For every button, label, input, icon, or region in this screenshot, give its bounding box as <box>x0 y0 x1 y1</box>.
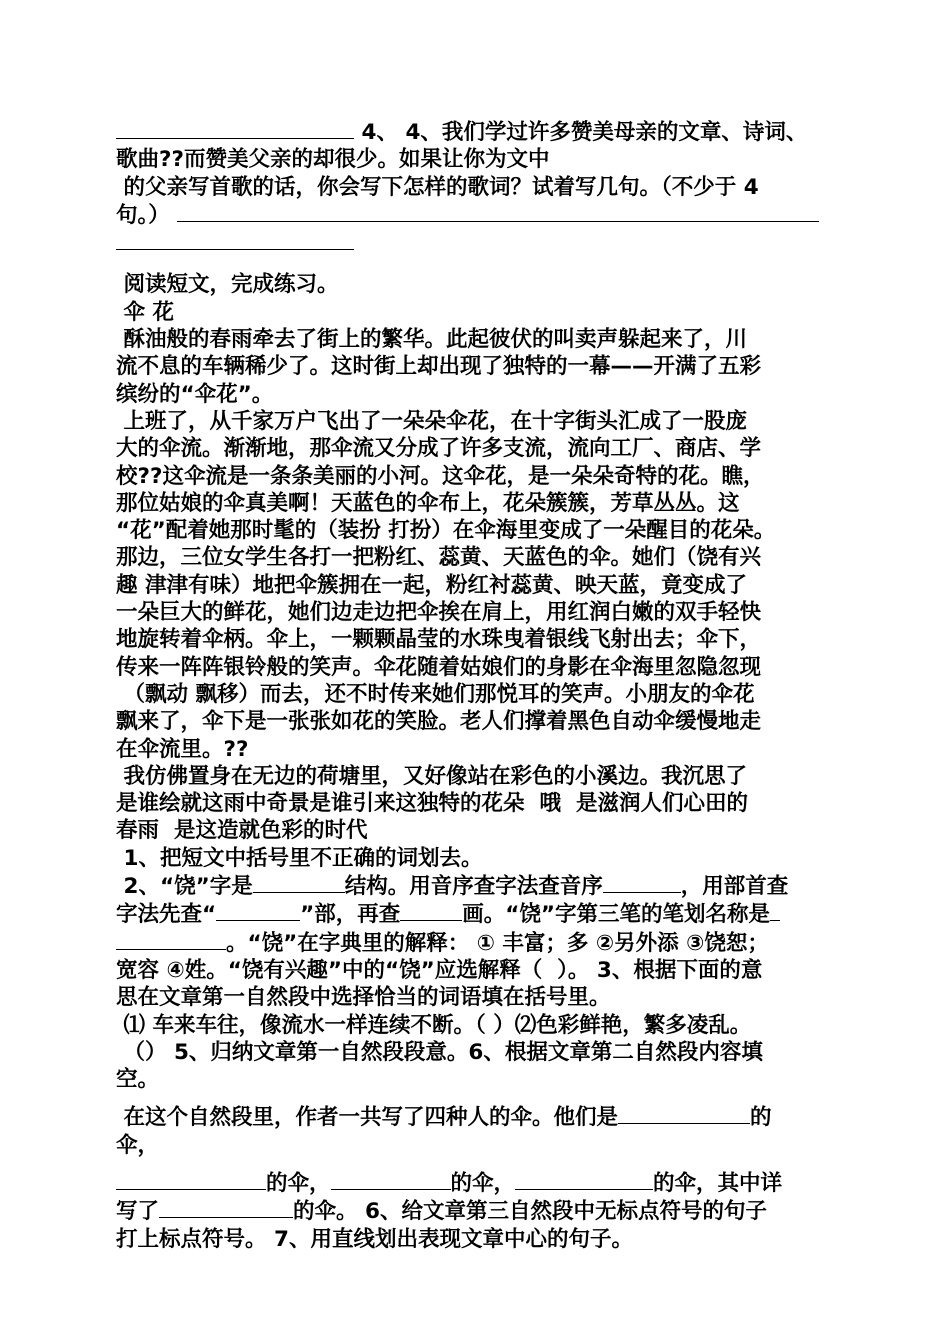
question-line: 字法先查“ ”部，再查 画。“饶”字第三笔的笔划名称是 <box>116 900 842 928</box>
question-line: 伞， <box>116 1132 160 1158</box>
question-line: ⑴ 车来车往，像流水一样连续不断。（ ）⑵色彩鲜艳，繁多凌乱。 <box>116 1012 752 1038</box>
question-line: 打上标点符号。 7、用直线划出表现文章中心的句子。 <box>116 1226 633 1252</box>
text-line: 缤纷的“伞花”。 <box>116 381 274 407</box>
answer-blank[interactable] <box>216 900 300 921</box>
text-line: 酥油般的春雨牵去了街上的繁华。此起彼伏的叫卖声躲起来了，川 <box>116 327 747 353</box>
text-line: 传来一阵阵银铃般的笑声。伞花随着姑娘们的身影在伞海里忽隐忽现 <box>116 654 762 680</box>
text-line <box>116 229 842 257</box>
text-line: 春雨 是这造就色彩的时代 <box>116 818 368 844</box>
answer-blank[interactable] <box>331 1169 451 1190</box>
text-line: 句。） <box>116 201 842 229</box>
answer-blank[interactable] <box>116 118 354 139</box>
instruction-heading: 阅读短文，完成练习。 <box>116 272 339 298</box>
question-line: 。“饶”在字典里的解释： ① 丰富；多 ②另外添 ③饶恕； <box>116 929 842 957</box>
answer-blank[interactable] <box>515 1169 653 1190</box>
text-line: 地旋转着伞柄。伞上，一颗颗晶莹的水珠曳着银线飞射出去；伞下， <box>116 627 762 653</box>
question-line: 写了 的伞。 6、给文章第三自然段中无标点符号的句子 <box>116 1199 767 1225</box>
text-line: 那边，三位女学生各打一把粉红、蕊黄、天蓝色的伞。她们（饶有兴 <box>116 545 762 571</box>
text-line: “花”配着她那时髦的（装扮 打扮）在伞海里变成了一朵醒目的花朵。 <box>116 518 776 544</box>
answer-blank[interactable] <box>116 229 354 250</box>
answer-blank[interactable] <box>770 900 780 921</box>
question-line: 2、“饶”字是 结构。用音序查字法查音序 ，用部首查 <box>116 874 789 900</box>
text-line: 一朵巨大的鲜花，她们边走边把伞挨在肩上，用红润白嫩的双手轻快 <box>116 600 762 626</box>
text-line: 趣 津津有味）地把伞簇拥在一起，粉红衬蕊黄、映天蓝，竟变成了 <box>116 572 747 598</box>
text-line: 4、 4、我们学过许多赞美母亲的文章、诗词、 <box>116 118 842 146</box>
text-line: 飘来了，伞下是一张张如花的笑脸。老人们撑着黑色自动伞缓慢地走 <box>116 709 762 735</box>
answer-blank[interactable] <box>400 900 462 921</box>
text-line: 的父亲写首歌的话，你会写下怎样的歌词？试着写几句。（不少于 4 <box>116 174 759 200</box>
question-line: 空。 <box>116 1067 160 1093</box>
text-line: 上班了，从千家万户飞出了一朵朵伞花，在十字街头汇成了一股庞 <box>116 408 747 434</box>
text-line: （飘动 飘移）而去，还不时传来她们那悦耳的笑声。小朋友的伞花 <box>116 681 755 707</box>
answer-blank[interactable] <box>159 1197 293 1218</box>
question-line: 1、把短文中括号里不正确的词划去。 <box>116 845 483 871</box>
answer-blank[interactable] <box>603 872 681 893</box>
text-line: 我仿佛置身在无边的荷塘里，又好像站在彩色的小溪边。我沉思了 <box>116 763 747 789</box>
passage-title: 伞 花 <box>116 299 174 325</box>
answer-blank[interactable] <box>253 872 345 893</box>
text-line: 歌曲??而赞美父亲的却很少。如果让你为文中 <box>116 147 550 173</box>
text-line: 那位姑娘的伞真美啊！天蓝色的伞布上，花朵簇簇，芳草丛丛。这 <box>116 490 740 516</box>
question-line: 的伞， 的伞， 的伞，其中详 <box>116 1169 842 1197</box>
question-line: （） 5、归纳文章第一自然段段意。6、根据文章第二自然段内容填 <box>116 1039 763 1065</box>
answer-blank[interactable] <box>618 1103 750 1124</box>
text-line: 在伞流里。?? <box>116 736 249 762</box>
answer-blank[interactable] <box>116 1169 266 1190</box>
text-line: 流不息的车辆稀少了。这时街上却出现了独特的一幕——开满了五彩 <box>116 354 762 380</box>
text-line: 校??这伞流是一条条美丽的小河。这伞花，是一朵朵奇特的花。瞧， <box>116 463 765 489</box>
text-line: 是谁绘就这雨中奇景是谁引来这独特的花朵 哦 是滋润人们心田的 <box>116 791 748 817</box>
question-line: 思在文章第一自然段中选择恰当的词语填在括号里。 <box>116 985 611 1011</box>
text-line: 大的伞流。渐渐地，那伞流又分成了许多支流，流向工厂、商店、学 <box>116 436 762 462</box>
answer-blank[interactable] <box>116 929 226 950</box>
question-line: 在这个自然段里，作者一共写了四种人的伞。他们是 的 <box>116 1105 772 1131</box>
question-line: 宽容 ④姓。“饶有兴趣”中的“饶”应选解释（ ）。 3、根据下面的意 <box>116 957 763 983</box>
answer-blank[interactable] <box>177 201 819 222</box>
